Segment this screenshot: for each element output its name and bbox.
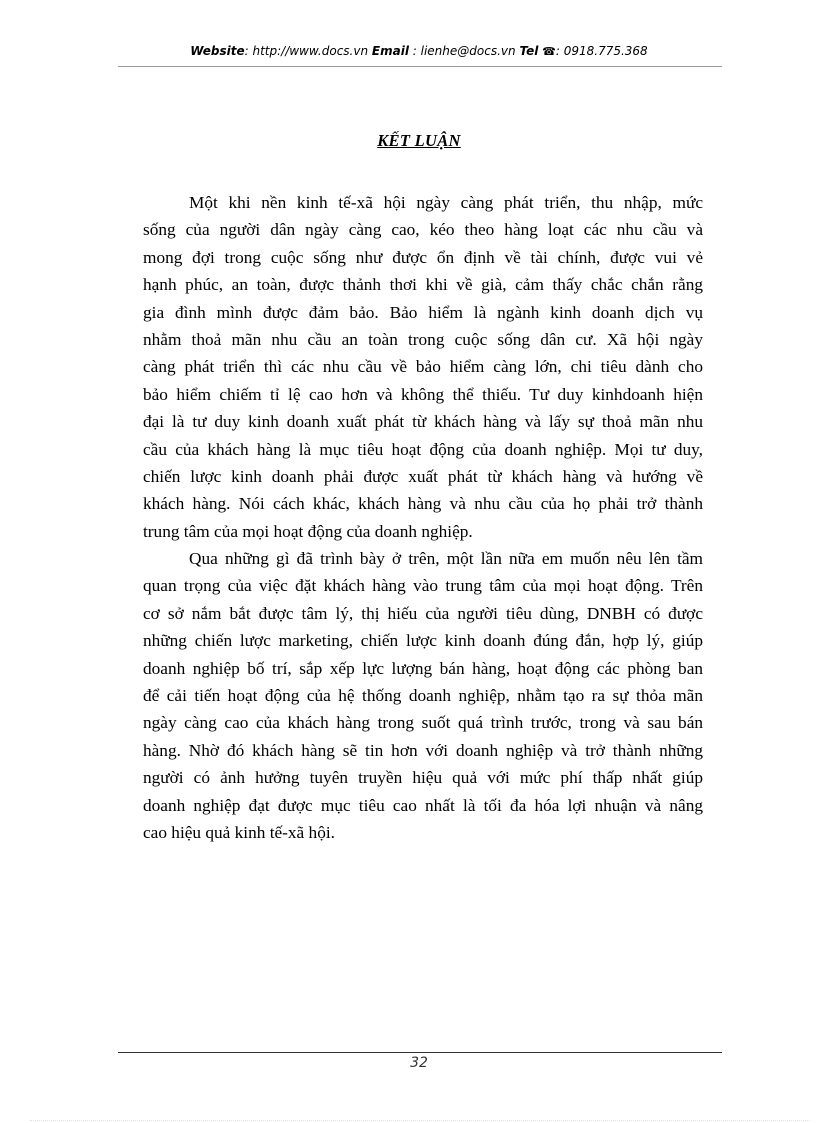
phone-icon: ☎ (542, 45, 556, 58)
paragraph (143, 189, 703, 545)
tel-label: Tel (519, 44, 539, 58)
text-line: quan trọng của việc đặt khách hàng vào trung tâm của mọi hoạt động. Trên (143, 576, 703, 596)
text-line: chiến lược kinh doanh phải được xuất phát từ khách hàng và hướng về (143, 466, 703, 486)
text-line: cầu của khách hàng là mục tiêu hoạt động của doanh nghiệp. Mọi tư duy, (143, 439, 703, 459)
text-line: doanh nghiệp bố trí, sắp xếp lực lượng bán hàng, hoạt động các phòng ban (143, 658, 703, 678)
body-text (143, 189, 703, 846)
tel-value: : 0918.775.368 (555, 44, 648, 58)
page-number: 32 (410, 1055, 428, 1071)
email-value: : lienhe@docs.vn (412, 44, 516, 58)
text-line: đại là tư duy kinh doanh xuất phát từ khách hàng và lấy sự thoả mãn nhu (143, 412, 703, 432)
paragraph (143, 545, 703, 846)
text-line: hàng. Nhờ đó khách hàng sẽ tin hơn với doanh nghiệp và trở thành những (143, 740, 703, 760)
text-line: doanh nghiệp đạt được mục tiêu cao nhất là tối đa hóa lợi nhuận và nâng (143, 795, 703, 815)
text-line: cơ sở nắm bắt được tâm lý, thị hiếu của người tiêu dùng, DNBH có được (143, 603, 703, 623)
text-line: khách hàng. Nói cách khác, khách hàng và nhu cầu của họ phải trở thành (143, 494, 703, 514)
page-edge-divider (30, 1120, 810, 1121)
text-line: mong đợi trong cuộc sống như được ổn định về tài chính, được vui vẻ (143, 247, 703, 267)
footer-divider (118, 1052, 722, 1053)
text-line: Một khi nền kinh tế-xã hội ngày càng phát triển, thu nhập, mức (189, 193, 703, 212)
text-line: càng phát triển thì các nhu cầu về bảo hiểm càng lớn, chi tiêu dành cho (143, 357, 703, 377)
text-line: ngày càng cao của khách hàng trong suốt quá trình trước, trong và sau bán (143, 713, 703, 733)
text-line: để cải tiến hoạt động của hệ thống doanh nghiệp, nhằm tạo ra sự thỏa mãn (143, 686, 703, 706)
website-label: Website (190, 44, 245, 58)
text-line: gia đình mình được đảm bảo. Bảo hiểm là ngành kinh doanh dịch vụ (143, 302, 703, 322)
page-header (118, 44, 720, 58)
text-line: những chiến lược marketing, chiến lược kinh doanh đúng đắn, hợp lý, giúp (143, 631, 703, 651)
text-line: nhằm thoả mãn nhu cầu an toàn trong cuộc sống dân cư. Xã hội ngày (143, 329, 703, 349)
text-line: người có ảnh hưởng tuyên truyền hiệu quả với mức phí thấp nhất giúp (143, 768, 703, 788)
text-line: bảo hiểm chiếm tỉ lệ cao hơn và không thể thiếu. Tư duy kinhdoanh hiện (143, 384, 703, 404)
header-divider (118, 66, 722, 67)
website-value: : http://www.docs.vn (244, 44, 369, 58)
text-line: sống của người dân ngày càng cao, kéo theo hàng loạt các nhu cầu và (143, 220, 703, 240)
text-line: trung tâm của mọi hoạt động của doanh nghiệp. (143, 521, 473, 541)
text-line: Qua những gì đã trình bày ở trên, một lần nữa em muốn nêu lên tầm (189, 549, 703, 569)
text-line: hạnh phúc, an toàn, được thảnh thơi khi về già, cảm thấy chắc chắn rằng (143, 275, 703, 295)
email-label: Email (371, 44, 409, 58)
text-line: cao hiệu quả kinh tế-xã hội. (143, 822, 335, 842)
page-title: KẾT LUẬN (377, 131, 461, 150)
